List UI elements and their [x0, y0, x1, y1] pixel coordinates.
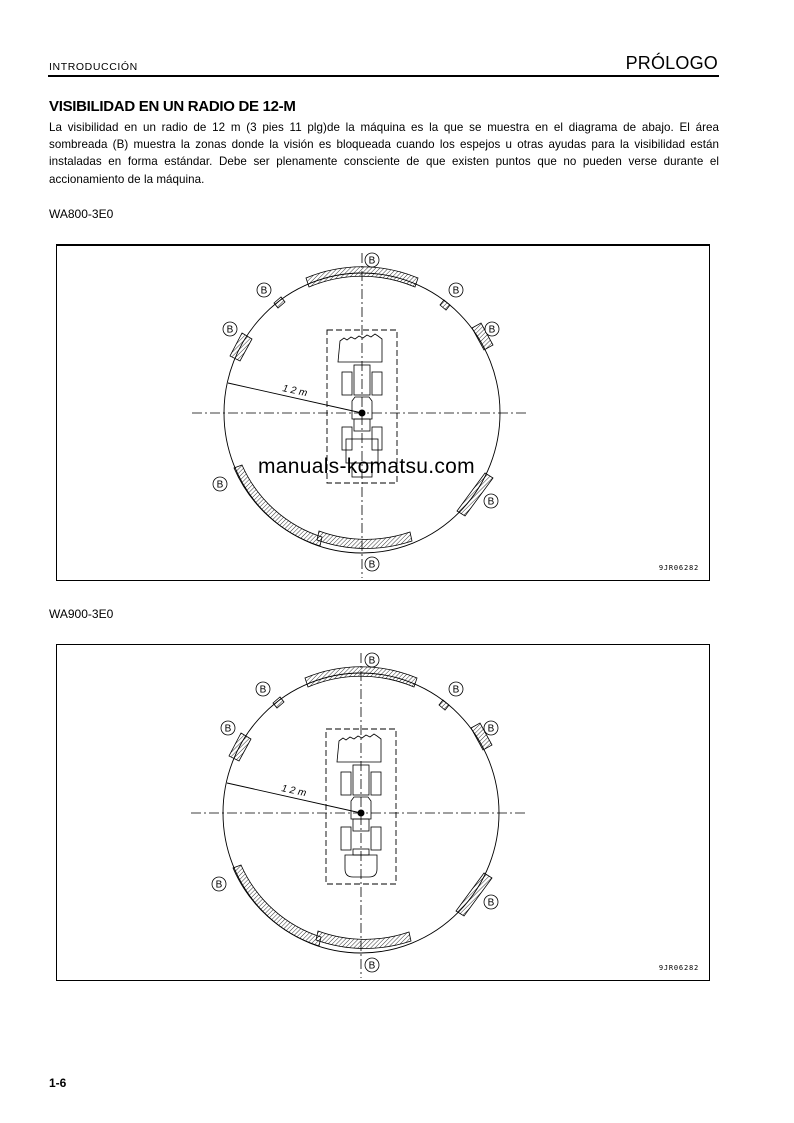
header-chapter-title: PRÓLOGO	[625, 53, 718, 73]
zone-b-marker	[485, 322, 499, 336]
svg-text:B: B	[368, 559, 376, 571]
visibility-diagram-svg	[57, 246, 711, 583]
zone-b-marker	[213, 477, 227, 491]
svg-text:B: B	[259, 684, 267, 696]
svg-text:B: B	[215, 879, 223, 891]
figure-1-code: 9JR06282	[658, 564, 699, 572]
page-number: 1-6	[49, 1076, 67, 1090]
svg-text:B: B	[226, 324, 234, 336]
svg-text:B: B	[487, 723, 495, 735]
zone-b-marker-top	[365, 653, 379, 667]
svg-text:B: B	[488, 324, 496, 336]
figure-1-visibility-diagram	[56, 244, 710, 581]
svg-text:B: B	[216, 479, 224, 491]
watermark: manuals-komatsu.com	[258, 455, 475, 478]
zone-b-marker-top	[365, 253, 379, 267]
header-divider	[48, 75, 719, 77]
header-section-label: INTRODUCCIÓN	[49, 61, 138, 73]
svg-text:B: B	[487, 897, 495, 909]
zone-b-marker-bottom	[365, 557, 379, 571]
svg-text:B: B	[368, 960, 376, 972]
svg-text:B: B	[452, 684, 460, 696]
figure-2-visibility-diagram	[56, 644, 710, 981]
section-title: VISIBILIDAD EN UN RADIO DE 12-M	[49, 98, 296, 115]
figure-2-model-label: WA900-3E0	[49, 607, 114, 621]
zone-b-marker-bottom	[365, 958, 379, 972]
radius-label: 1 2 m	[281, 383, 309, 400]
zone-b-marker	[484, 895, 498, 909]
svg-text:B: B	[260, 285, 268, 297]
svg-text:B: B	[368, 255, 376, 267]
zone-b-marker	[223, 322, 237, 336]
section-paragraph: La visibilidad en un radio de 12 m (3 pies 11 plg)de la máquina es la que se muestra en el diagrama de abajo. El área sombreada (B) muestra la zonas donde la visión es bloqueada cuando los espejos u otras ayudas para la visibilidad están instaladas en forma estándar. Debe ser plenamente consciente de que existen puntos que no pueden verse durante el accionamiento de la máquina.	[49, 121, 719, 186]
svg-text:B: B	[487, 496, 495, 508]
zone-b-marker	[484, 721, 498, 735]
radius-label: 1 2 m	[280, 783, 308, 800]
svg-text:B: B	[224, 723, 232, 735]
zone-b-marker	[256, 682, 270, 696]
zone-b-marker	[212, 877, 226, 891]
svg-text:B: B	[452, 285, 460, 297]
zone-b-marker	[449, 682, 463, 696]
visibility-diagram-svg	[57, 645, 711, 982]
figure-1-model-label: WA800-3E0	[49, 207, 114, 221]
figure-2-code: 9JR06282	[658, 964, 699, 972]
zone-b-marker	[449, 283, 463, 297]
zone-b-marker	[257, 283, 271, 297]
svg-text:B: B	[368, 655, 376, 667]
zone-b-marker	[221, 721, 235, 735]
zone-b-marker	[484, 494, 498, 508]
